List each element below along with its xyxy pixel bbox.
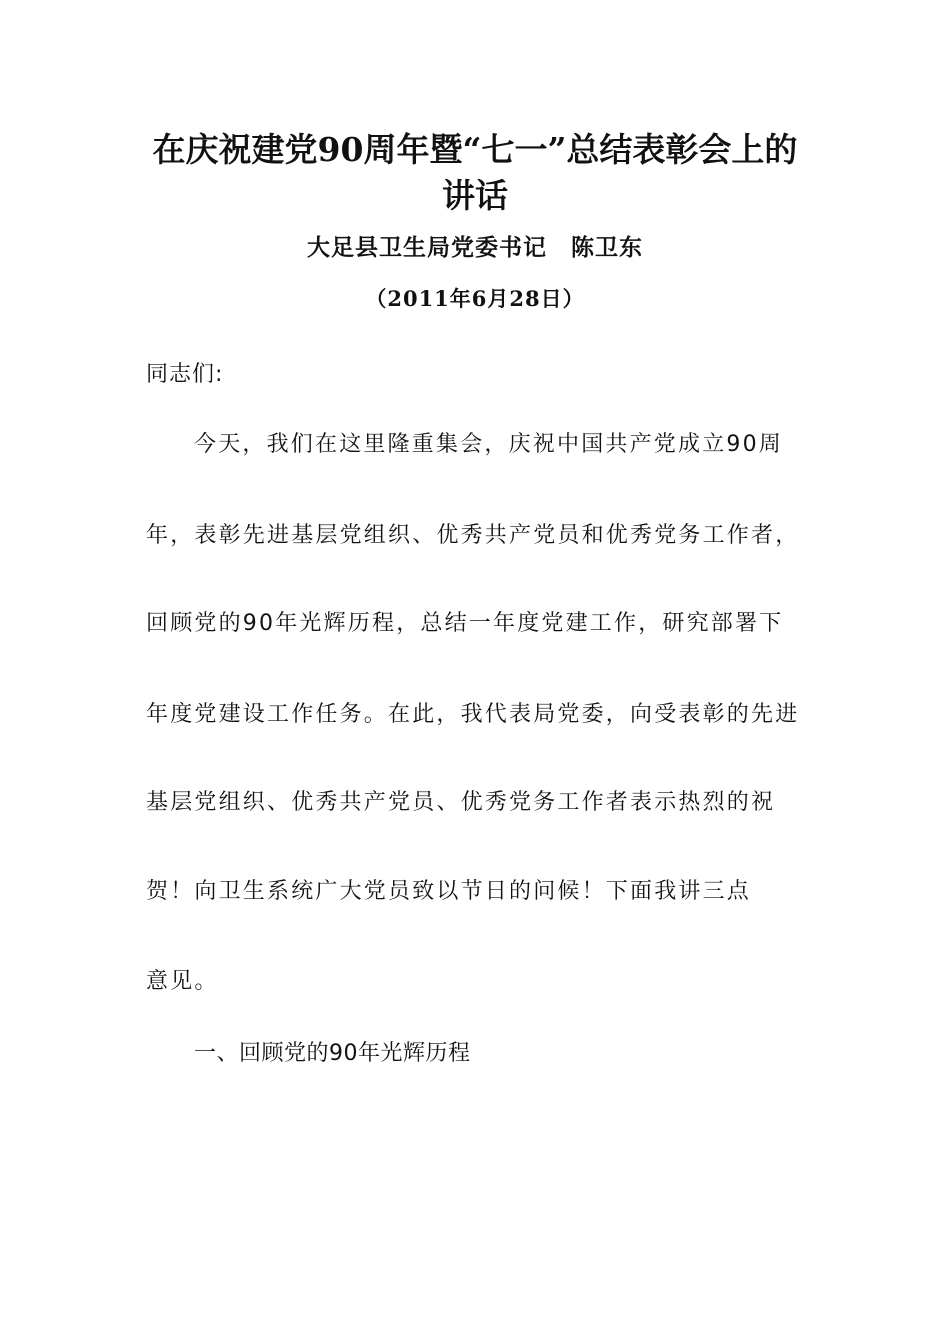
author-line: 大足县卫生局党委书记 陈卫东 xyxy=(307,234,643,261)
document-title-line-2: 讲话 xyxy=(442,176,508,215)
paragraph-line: 贺！向卫生系统广大党员致以节日的问候！下面我讲三点 xyxy=(146,879,752,904)
paragraph-line: 年度党建设工作任务。在此，我代表局党委，向受表彰的先进 xyxy=(146,702,800,727)
section-heading: 一、回顾党的90年光辉历程 xyxy=(194,1041,471,1066)
speech-date: （2011年6月28日） xyxy=(365,286,585,311)
document-title-line-1: 在庆祝建党90周年暨“七一”总结表彰会上的 xyxy=(152,130,798,169)
paragraph-line: 今天，我们在这里隆重集会，庆祝中国共产党成立90周 xyxy=(194,432,783,457)
paragraph-line: 回顾党的90年光辉历程，总结一年度党建工作，研究部署下 xyxy=(146,611,784,636)
paragraph-line: 意见。 xyxy=(146,969,219,994)
paragraph-line: 年，表彰先进基层党组织、优秀共产党员和优秀党务工作者， xyxy=(146,523,800,548)
paragraph-line: 基层党组织、优秀共产党员、优秀党务工作者表示热烈的祝 xyxy=(146,790,776,815)
salutation: 同志们: xyxy=(146,362,224,387)
